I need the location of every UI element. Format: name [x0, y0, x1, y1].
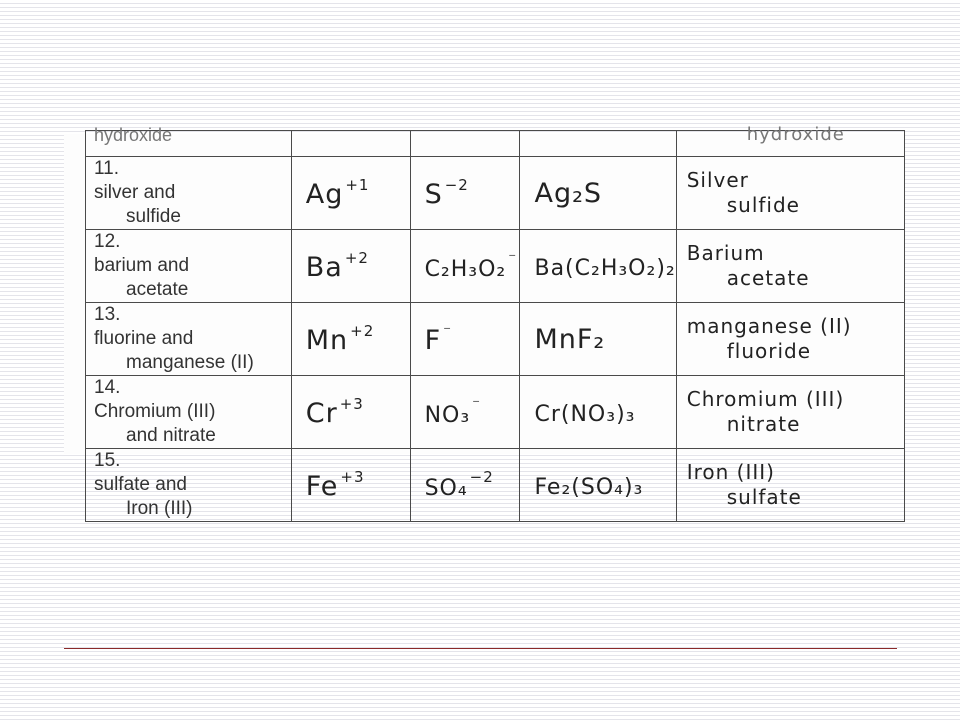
table-row: [86, 157, 905, 230]
cation-symbol: Cr $^{+3}$: [291, 376, 410, 449]
cation-symbol: Fe $^{+3}$: [291, 449, 410, 522]
compound-name: Barium acetate: [676, 230, 904, 303]
table-row-partial: [86, 131, 905, 157]
compound-formula: Cr(NO₃)₃: [520, 376, 676, 449]
compound-formula: Ba(C₂H₃O₂)₂: [520, 230, 676, 303]
ion-description: 14. Chromium (III) and nitrate: [86, 376, 292, 449]
compound-name: manganese (II) fluoride: [676, 303, 904, 376]
anion-symbol: SO₄ $^{-2}$: [410, 449, 520, 522]
partial-name-cell: [676, 124, 904, 157]
cation-symbol: Ba $^{+2}$: [291, 230, 410, 303]
cation-symbol: Mn $^{+2}$: [291, 303, 410, 376]
cation-symbol: Ag $^{+1}$: [291, 157, 410, 230]
compound-name: Iron (III) sulfate: [676, 449, 904, 522]
compound-formula: Fe₂(SO₄)₃: [520, 449, 676, 522]
ion-description: 11. silver and sulfide: [86, 157, 292, 230]
anion-symbol: S $^{-2}$: [410, 157, 520, 230]
partial-name: hydroxide: [746, 124, 845, 145]
table-row: [86, 449, 905, 522]
ion-description: 15. sulfate and Iron (III): [86, 449, 292, 522]
compound-name: Silver sulfide: [676, 157, 904, 230]
footer-divider: [64, 648, 897, 649]
compound-formula: Ag₂S: [520, 157, 676, 230]
anion-symbol: C₂H₃O₂ ⁻: [410, 230, 520, 303]
table-row: [86, 376, 905, 449]
ionic-compounds-table: [85, 124, 905, 522]
partial-description: hydroxide: [94, 124, 173, 145]
ion-description: 13. fluorine and manganese (II): [86, 303, 292, 376]
partial-description-cell: [86, 124, 292, 157]
anion-symbol: NO₃ ⁻: [410, 376, 520, 449]
table-row: [86, 303, 905, 376]
ion-description: 12. barium and acetate: [86, 230, 292, 303]
table-row: [86, 230, 905, 303]
worksheet-scan-image: [64, 124, 905, 519]
anion-symbol: F ⁻: [410, 303, 520, 376]
compound-formula: MnF₂: [520, 303, 676, 376]
compound-name: Chromium (III) nitrate: [676, 376, 904, 449]
